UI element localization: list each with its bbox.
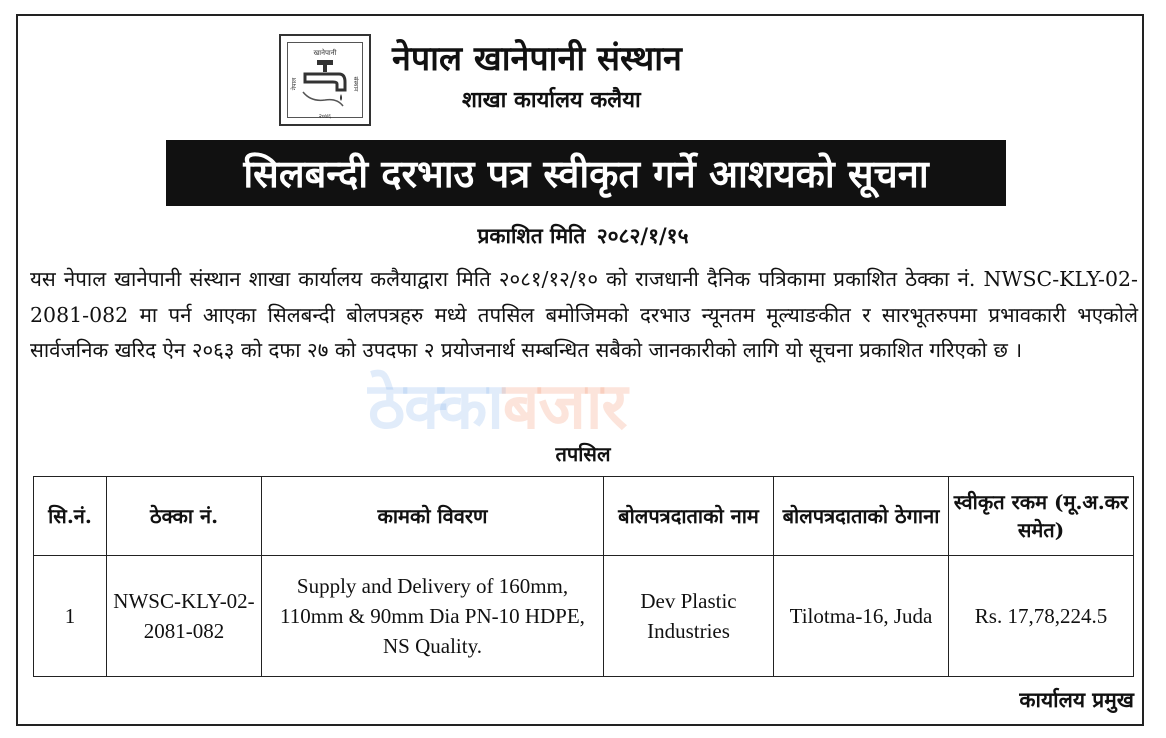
cell-contract-number: NWSC-KLY-02-2081-082 bbox=[107, 556, 262, 677]
watermark-part-2: बजार bbox=[502, 369, 627, 444]
table-header-row bbox=[34, 477, 1134, 556]
column-header: स्वीकृत रकम (मू.अ.कर समेत) bbox=[949, 477, 1134, 556]
notice-title: सिलबन्दी दरभाउ पत्र स्वीकृत गर्ने आशयको सूचना bbox=[166, 140, 1006, 206]
publication-date-value: २०८२/१/१५ bbox=[596, 223, 689, 248]
svg-text:नेपाल: नेपाल bbox=[291, 77, 298, 91]
column-header: ठेक्का नं. bbox=[107, 477, 262, 556]
cell-bidder-address: Tilotma-16, Juda bbox=[774, 556, 949, 677]
cell-serial-number: 1 bbox=[34, 556, 107, 677]
nwsc-logo bbox=[279, 34, 371, 126]
publication-date bbox=[0, 222, 1166, 250]
svg-text:खानेपानी: खानेपानी bbox=[313, 49, 337, 57]
column-header: बोलपत्रदाताको नाम bbox=[604, 477, 774, 556]
office-chief-signature: कार्यालय प्रमुख bbox=[1019, 687, 1134, 712]
column-header: कामको विवरण bbox=[262, 477, 604, 556]
details-title: तपसिल bbox=[555, 442, 611, 466]
cell-work-description: Supply and Delivery of 160mm, 110mm & 90mm Dia PN-10 HDPE, NS Quality. bbox=[262, 556, 604, 677]
water-tap-icon bbox=[281, 36, 369, 124]
column-header: सि.नं. bbox=[34, 477, 107, 556]
publication-date-label: प्रकाशित मिति bbox=[477, 223, 586, 248]
cell-approved-amount: Rs. 17,78,224.5 bbox=[949, 556, 1134, 677]
watermark-part-1: ठेक्का bbox=[368, 369, 503, 444]
column-header: बोलपत्रदाताको ठेगाना bbox=[774, 477, 949, 556]
cell-bidder-name: Dev Plastic Industries bbox=[604, 556, 774, 677]
table-row bbox=[34, 556, 1134, 677]
details-table bbox=[33, 476, 1134, 677]
svg-text:२०४६: २०४६ bbox=[318, 113, 332, 120]
svg-text:संस्थान: संस्थान bbox=[352, 76, 359, 92]
organization-name: नेपाल खानेपानी संस्थान bbox=[392, 39, 682, 79]
notice-body: यस नेपाल खानेपानी संस्थान शाखा कार्यालय कलैयाद्वारा मिति २०८१/१२/१० को राजधानी दैनिक पत्रिकामा प्रकाशित ठेक्का नं. NWSC-KLY-02-2081-082 मा पर्न आएका सिलबन्दी बोलपत्रहरु मध्ये तपसिल बमोजिमको दरभाउ न्यूनतम मूल्याङकीत र सारभूतरुपमा प्रभावकारी भएकोले सार्वजनिक खरिद ऐन २०६३ को दफा २७ को उपदफा २ प्रयोजनार्थ सम्बन्धित सबैको जानकारीको लागि यो सूचना प्रकाशित गरिएको छ । bbox=[30, 267, 1138, 362]
branch-office: शाखा कार्यालय कलैया bbox=[462, 87, 641, 113]
watermark bbox=[368, 360, 627, 447]
